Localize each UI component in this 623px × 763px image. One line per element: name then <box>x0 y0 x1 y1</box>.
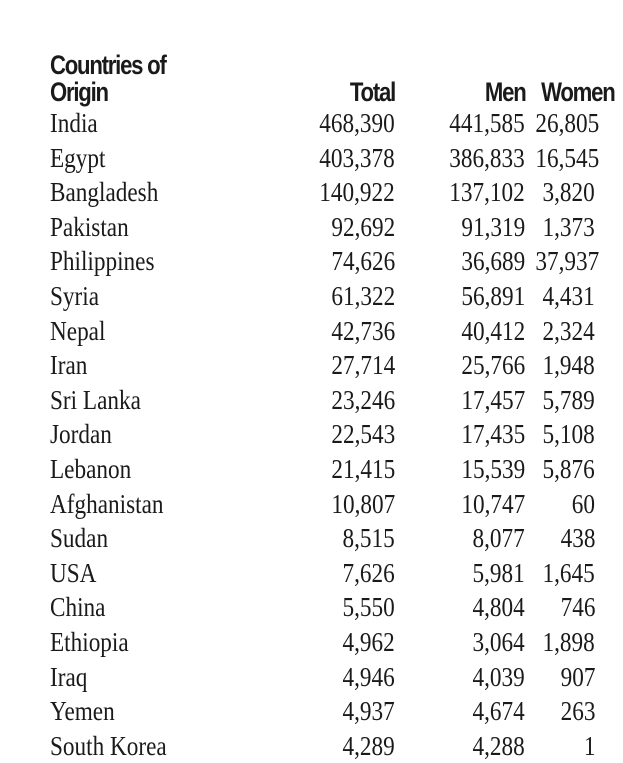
cell-total-text: 140,922 <box>319 177 395 208</box>
cell-total-text: 468,390 <box>319 108 395 138</box>
table-row <box>50 175 595 210</box>
cell-men-text: 17,457 <box>461 384 525 415</box>
cell-total <box>250 660 395 695</box>
cell-country-text: Lebanon <box>50 453 132 484</box>
cell-total <box>250 314 395 349</box>
cell-country-text: Yemen <box>50 696 115 727</box>
cell-women <box>525 175 595 210</box>
cell-total-text: 23,246 <box>331 384 395 415</box>
cell-women <box>525 729 595 763</box>
cell-women-text: 1,373 <box>542 211 595 242</box>
table-row <box>50 590 595 625</box>
cell-women-text: 438 <box>560 523 595 554</box>
cell-total <box>250 521 395 556</box>
cell-men <box>395 314 525 349</box>
cell-women <box>525 556 595 591</box>
cell-men <box>395 590 525 625</box>
cell-total <box>250 175 395 210</box>
cell-country <box>50 521 250 556</box>
cell-total <box>250 590 395 625</box>
cell-total-text: 8,515 <box>342 523 395 554</box>
table-body <box>50 106 600 763</box>
table-row <box>50 383 595 418</box>
cell-country <box>50 244 250 279</box>
cell-country-text: Egypt <box>50 142 106 173</box>
cell-country-text: Syria <box>50 280 100 311</box>
header-countries-of-origin-label: Countries of Origin <box>50 50 166 107</box>
cell-total <box>250 348 395 383</box>
cell-total-text: 10,807 <box>331 488 395 519</box>
cell-total <box>250 625 395 660</box>
cell-women-text: 1,898 <box>542 626 595 657</box>
cell-men-text: 4,039 <box>472 661 525 692</box>
cell-women <box>525 487 595 522</box>
cell-women <box>525 348 595 383</box>
cell-country-text: Bangladesh <box>50 177 159 208</box>
cell-country <box>50 383 250 418</box>
table-row <box>50 348 595 383</box>
cell-women <box>525 106 600 141</box>
header-men-label: Men <box>484 77 525 107</box>
cell-men-text: 56,891 <box>461 280 525 311</box>
cell-total-text: 4,962 <box>342 626 395 657</box>
cell-country <box>50 625 250 660</box>
cell-total-text: 27,714 <box>331 350 395 381</box>
cell-total-text: 22,543 <box>331 419 395 450</box>
cell-total <box>250 244 395 279</box>
cell-women-text: 4,431 <box>542 280 595 311</box>
cell-women <box>525 244 600 279</box>
table-row <box>50 106 595 141</box>
cell-country <box>50 417 250 452</box>
cell-men <box>395 452 525 487</box>
table-row <box>50 660 595 695</box>
cell-women <box>525 660 595 695</box>
cell-men <box>395 694 525 729</box>
cell-men <box>395 106 525 141</box>
cell-total-text: 7,626 <box>342 557 395 588</box>
table-row <box>50 694 595 729</box>
cell-women <box>525 383 595 418</box>
cell-men-text: 4,288 <box>472 730 525 761</box>
table-row <box>50 417 595 452</box>
cell-country-text: Iran <box>50 350 88 381</box>
cell-women <box>525 314 595 349</box>
cell-women <box>525 694 595 729</box>
cell-men <box>395 660 525 695</box>
cell-total-text: 42,736 <box>331 315 395 346</box>
cell-country <box>50 729 250 763</box>
cell-men <box>395 625 525 660</box>
cell-country <box>50 487 250 522</box>
header-women-label: Women <box>541 77 615 107</box>
cell-total <box>250 452 395 487</box>
cell-total <box>250 279 395 314</box>
cell-country-text: Iraq <box>50 661 88 692</box>
cell-men <box>395 175 525 210</box>
cell-country <box>50 106 250 141</box>
cell-country-text: Afghanistan <box>50 488 164 519</box>
cell-men <box>395 141 525 176</box>
cell-country-text: Nepal <box>50 315 106 346</box>
cell-total <box>250 210 395 245</box>
cell-country-text: Sudan <box>50 523 109 554</box>
cell-total <box>250 694 395 729</box>
cell-country-text: Philippines <box>50 246 155 277</box>
cell-men-text: 91,319 <box>461 211 525 242</box>
table-row <box>50 521 595 556</box>
header-countries-of-origin <box>50 38 250 106</box>
cell-country-text: Ethiopia <box>50 626 129 657</box>
cell-country <box>50 452 250 487</box>
cell-total-text: 61,322 <box>331 280 395 311</box>
cell-women-text: 1,948 <box>542 350 595 381</box>
cell-women-text: 1 <box>583 730 595 761</box>
cell-country-text: Jordan <box>50 419 112 450</box>
cell-country <box>50 348 250 383</box>
cell-men-text: 10,747 <box>461 488 525 519</box>
cell-men-text: 17,435 <box>461 419 525 450</box>
cell-men <box>395 729 525 763</box>
cell-men-text: 4,804 <box>472 592 525 623</box>
cell-country <box>50 556 250 591</box>
table-row <box>50 452 595 487</box>
origin-table-container <box>50 38 615 763</box>
cell-total-text: 403,378 <box>319 142 395 173</box>
cell-country <box>50 210 250 245</box>
cell-women <box>525 521 595 556</box>
header-women <box>525 38 615 107</box>
cell-men <box>395 244 525 279</box>
countries-of-origin-table <box>50 38 615 763</box>
cell-men-text: 40,412 <box>461 315 525 346</box>
table-row <box>50 729 595 763</box>
cell-total-text: 92,692 <box>331 211 395 242</box>
cell-men-text: 8,077 <box>472 523 525 554</box>
cell-men-text: 441,585 <box>449 108 525 138</box>
cell-total <box>250 417 395 452</box>
cell-men-text: 5,981 <box>472 557 525 588</box>
cell-women-text: 60 <box>571 488 595 519</box>
table-row <box>50 210 595 245</box>
header-total-label: Total <box>349 77 395 107</box>
cell-country <box>50 314 250 349</box>
cell-women <box>525 452 595 487</box>
cell-men <box>395 383 525 418</box>
cell-men-text: 25,766 <box>461 350 525 381</box>
cell-country-text: India <box>50 108 98 138</box>
cell-women-text: 5,876 <box>542 453 595 484</box>
cell-women-text: 5,108 <box>542 419 595 450</box>
cell-men-text: 386,833 <box>449 142 525 173</box>
cell-women <box>525 417 595 452</box>
cell-country <box>50 175 250 210</box>
cell-women-text: 26,805 <box>535 108 600 138</box>
table-header <box>50 38 615 107</box>
cell-total-text: 4,946 <box>342 661 395 692</box>
cell-women <box>525 625 595 660</box>
cell-country <box>50 694 250 729</box>
header-total <box>250 38 395 106</box>
cell-total <box>250 106 395 141</box>
cell-total-text: 21,415 <box>331 453 395 484</box>
cell-women-text: 16,545 <box>535 142 600 173</box>
cell-women-text: 1,645 <box>542 557 595 588</box>
cell-women-text: 263 <box>560 696 595 727</box>
table-row <box>50 279 595 314</box>
cell-men <box>395 487 525 522</box>
cell-men <box>395 556 525 591</box>
table-row <box>50 141 595 176</box>
cell-women <box>525 279 595 314</box>
cell-women-text: 3,820 <box>542 177 595 208</box>
cell-men-text: 36,689 <box>461 246 525 277</box>
cell-men <box>395 279 525 314</box>
cell-total <box>250 141 395 176</box>
cell-men-text: 4,674 <box>472 696 525 727</box>
cell-total-text: 4,289 <box>342 730 395 761</box>
cell-men <box>395 521 525 556</box>
cell-country <box>50 279 250 314</box>
cell-total <box>250 383 395 418</box>
header-men <box>395 38 525 106</box>
header-row <box>50 38 595 106</box>
cell-country-text: China <box>50 592 106 623</box>
cell-country <box>50 590 250 625</box>
cell-total-text: 5,550 <box>342 592 395 623</box>
cell-women-text: 37,937 <box>535 246 600 277</box>
cell-men-text: 15,539 <box>461 453 525 484</box>
cell-women <box>525 590 595 625</box>
table-row <box>50 244 595 279</box>
cell-country-text: South Korea <box>50 730 167 761</box>
cell-country-text: Pakistan <box>50 211 129 242</box>
table-row <box>50 314 595 349</box>
cell-men <box>395 210 525 245</box>
cell-men-text: 3,064 <box>472 626 525 657</box>
cell-women-text: 5,789 <box>542 384 595 415</box>
cell-men-text: 137,102 <box>449 177 525 208</box>
cell-women-text: 907 <box>560 661 595 692</box>
table-row <box>50 487 595 522</box>
cell-country <box>50 660 250 695</box>
cell-total <box>250 556 395 591</box>
table-row <box>50 556 595 591</box>
cell-total <box>250 487 395 522</box>
cell-men <box>395 348 525 383</box>
cell-total <box>250 729 395 763</box>
cell-total-text: 74,626 <box>331 246 395 277</box>
cell-country <box>50 141 250 176</box>
cell-total-text: 4,937 <box>342 696 395 727</box>
cell-women <box>525 141 600 176</box>
cell-women-text: 2,324 <box>542 315 595 346</box>
cell-country-text: Sri Lanka <box>50 384 141 415</box>
cell-country-text: USA <box>50 557 97 588</box>
cell-men <box>395 417 525 452</box>
table-row <box>50 625 595 660</box>
cell-women-text: 746 <box>560 592 595 623</box>
cell-women <box>525 210 595 245</box>
